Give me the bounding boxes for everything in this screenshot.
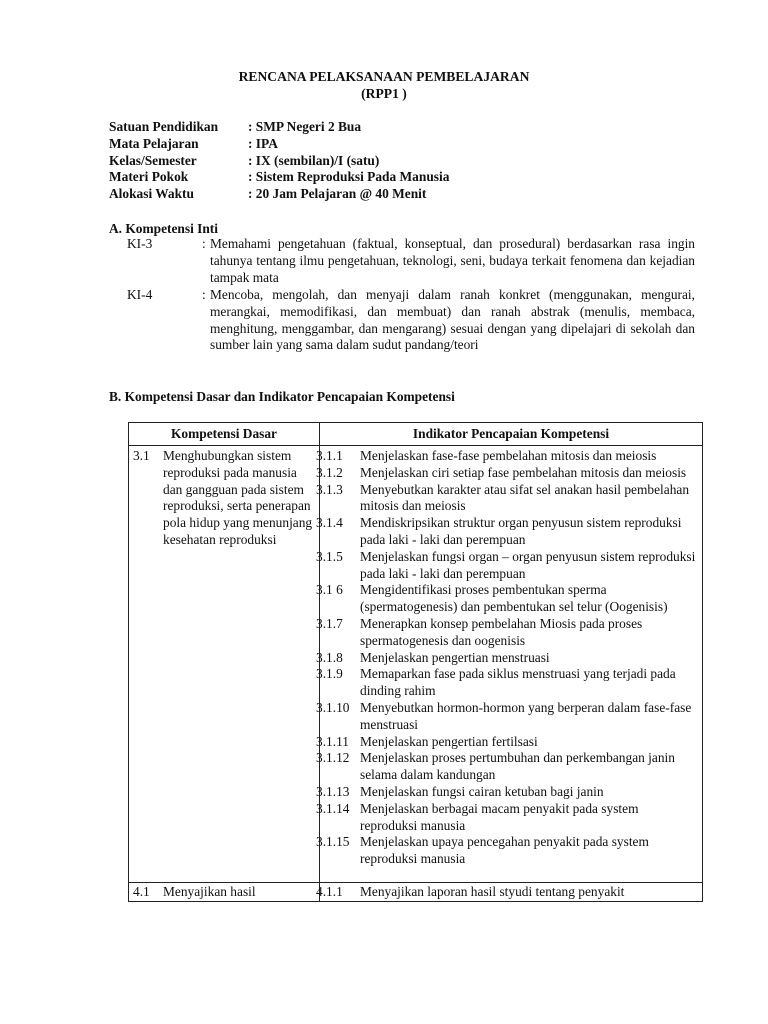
indicator-item [316, 582, 698, 616]
indicator-item [316, 615, 698, 650]
indicator-item [316, 649, 698, 667]
indicator-number: 3.1.3 [316, 481, 343, 497]
identity-block [109, 119, 449, 203]
ki-colon: : [202, 236, 206, 251]
indicator-item [316, 515, 698, 549]
indicator-number: 3.1.10 [316, 699, 350, 715]
indicator-item [316, 750, 698, 784]
ki-colon: : [202, 287, 206, 302]
indicator-item [316, 548, 698, 583]
indicator-text: Mendiskripsikan struktur organ penyusun sistem reproduksi pada laki - laki dan perempuan [360, 515, 682, 547]
identity-row [109, 169, 449, 186]
indicator-text: Menjelaskan fase-fase pembelahan mitosis dan meiosis [360, 448, 657, 463]
ki-code: KI-3 [127, 236, 153, 251]
kd-cell [129, 446, 320, 883]
indicator-cell [316, 882, 703, 901]
header-indikator: Indikator Pencapaian Kompetensi [320, 423, 703, 446]
title-line-2: (RPP1 ) [361, 86, 407, 101]
ki-4-item [127, 287, 695, 354]
indicator-text: Menjelaskan proses pertumbuhan dan perkembangan janin selama dalam kandungan [360, 750, 675, 783]
indicator-text: Menjelaskan ciri setiap fase pembelahan mitosis dan meiosis [360, 464, 687, 480]
indicator-text: Menjelaskan pengertian menstruasi [360, 649, 550, 665]
indicator-item [316, 783, 698, 801]
indicator-text: Menyajikan laporan hasil styudi tentang penyakit [360, 883, 625, 899]
indicator-number: 3.1.7 [316, 615, 343, 631]
indicator-text: Menjelaskan berbagai macam penyakit pada system reproduksi manusia [360, 800, 639, 833]
indicator-number: 3.1.13 [316, 783, 350, 799]
indicator-cell [316, 446, 703, 883]
indicator-number: 3.1.4 [316, 515, 343, 531]
indicator-number: 3.1.8 [316, 649, 343, 665]
ki-text: Mencoba, mengolah, dan menyaji dalam ranah konkret (menggunakan, mengurai, merangkai, memodifikasi, dan membuat) dan ranah abstrak (menulis, membaca, menghitung, menggambar, dan mengarang) sesuai dengan yang dipelajari di sekolah dan sumber lain yang sama dalam sudut pandang/teori [210, 287, 695, 353]
identity-value: : 20 Jam Pelajaran @ 40 Menit [248, 186, 427, 202]
kd-text: Menghubungkan sistem reproduksi pada manusia dan gangguan pada sistem reproduksi, serta penerapan pola hidup yang menunjang kesehatan reproduksi [163, 448, 313, 547]
indicator-text: Menyebutkan karakter atau sifat sel anakan hasil pembelahan mitosis dan meiosis [360, 481, 690, 514]
kd-text: Menyajikan hasil [163, 883, 256, 899]
indicator-number: 3.1 6 [316, 582, 343, 598]
ki-text: Memahami pengetahuan (faktual, konseptual, dan prosedural) berdasarkan rasa ingin tahunya tentang ilmu pengetahuan, teknologi, seni, budaya terkait fenomena dan kejadian tampak mata [210, 236, 695, 285]
indicator-number: 3.1.14 [316, 800, 350, 816]
identity-row [109, 186, 449, 203]
section-a-heading: A. Kompetensi Inti [109, 221, 218, 236]
identity-row [109, 136, 449, 153]
indicator-item [316, 464, 698, 482]
indicator-text: Mengidentifikasi proses pembentukan sperma (spermatogenesis) dan pembentukan sel telur (Oogenisis) [360, 582, 668, 615]
indicator-number: 3.1.15 [316, 834, 350, 850]
indicator-item [316, 448, 698, 465]
indicator-item [316, 800, 698, 835]
title-line-1: RENCANA PELAKSANAAN PEMBELAJARAN [238, 69, 530, 84]
indicator-item [316, 699, 698, 734]
indicator-number: 3.1.12 [316, 750, 350, 766]
indicator-item [316, 834, 698, 868]
table-row [129, 882, 703, 901]
indicator-text: Menyebutkan hormon-hormon yang berperan dalam fase-fase menstruasi [360, 699, 692, 732]
section-b-heading: B. Kompetensi Dasar dan Indikator Pencapaian Kompetensi [109, 389, 455, 404]
kd-number: 4.1 [133, 883, 150, 899]
identity-value: : Sistem Reproduksi Pada Manusia [248, 169, 450, 185]
ki-3-item [127, 236, 695, 286]
indicator-text: Menjelaskan fungsi cairan ketuban bagi janin [360, 783, 604, 799]
identity-value: : IPA [248, 135, 278, 151]
identity-label: Alokasi Waktu [109, 186, 194, 202]
table-row [129, 446, 703, 883]
indicator-number: 3.1.2 [316, 464, 343, 480]
identity-value: : IX (sembilan)/I (satu) [248, 152, 380, 168]
identity-label: Mata Pelajaran [109, 135, 199, 151]
document-title [0, 68, 768, 102]
header-kompetensi-dasar: Kompetensi Dasar [129, 423, 320, 446]
identity-label: Materi Pokok [109, 169, 189, 185]
indicator-item [316, 666, 698, 700]
kd-number: 3.1 [133, 448, 150, 463]
ki-code: KI-4 [127, 287, 153, 302]
kd-cell [129, 882, 320, 901]
indicator-number: 3.1.1 [316, 448, 343, 463]
identity-label: Satuan Pendidikan [109, 119, 219, 134]
indicator-number: 3.1.11 [316, 733, 349, 749]
identity-value: : SMP Negeri 2 Bua [248, 119, 362, 134]
indicator-text: Menjelaskan fungsi organ – organ penyusun sistem reproduksi pada laki - laki dan perempuan [360, 548, 696, 581]
indicator-text: Menerapkan konsep pembelahan Miosis pada proses spermatogenesis dan oogenisis [360, 615, 643, 648]
indicator-number: 3.1.9 [316, 666, 343, 682]
table-header-row [129, 423, 703, 446]
indicator-text: Memaparkan fase pada siklus menstruasi yang terjadi pada dinding rahim [360, 666, 676, 699]
indicator-item [316, 733, 698, 751]
indicator-item [316, 883, 702, 900]
competency-table [128, 422, 703, 902]
identity-row [109, 153, 449, 170]
indicator-number: 4.1.1 [316, 883, 343, 899]
identity-label: Kelas/Semester [109, 152, 197, 168]
indicator-item [316, 481, 698, 516]
indicator-number: 3.1.5 [316, 548, 343, 564]
identity-row [109, 119, 449, 136]
indicator-text: Menjelaskan upaya pencegahan penyakit pada system reproduksi manusia [360, 834, 649, 867]
indicator-text: Menjelaskan pengertian fertilsasi [360, 733, 538, 749]
